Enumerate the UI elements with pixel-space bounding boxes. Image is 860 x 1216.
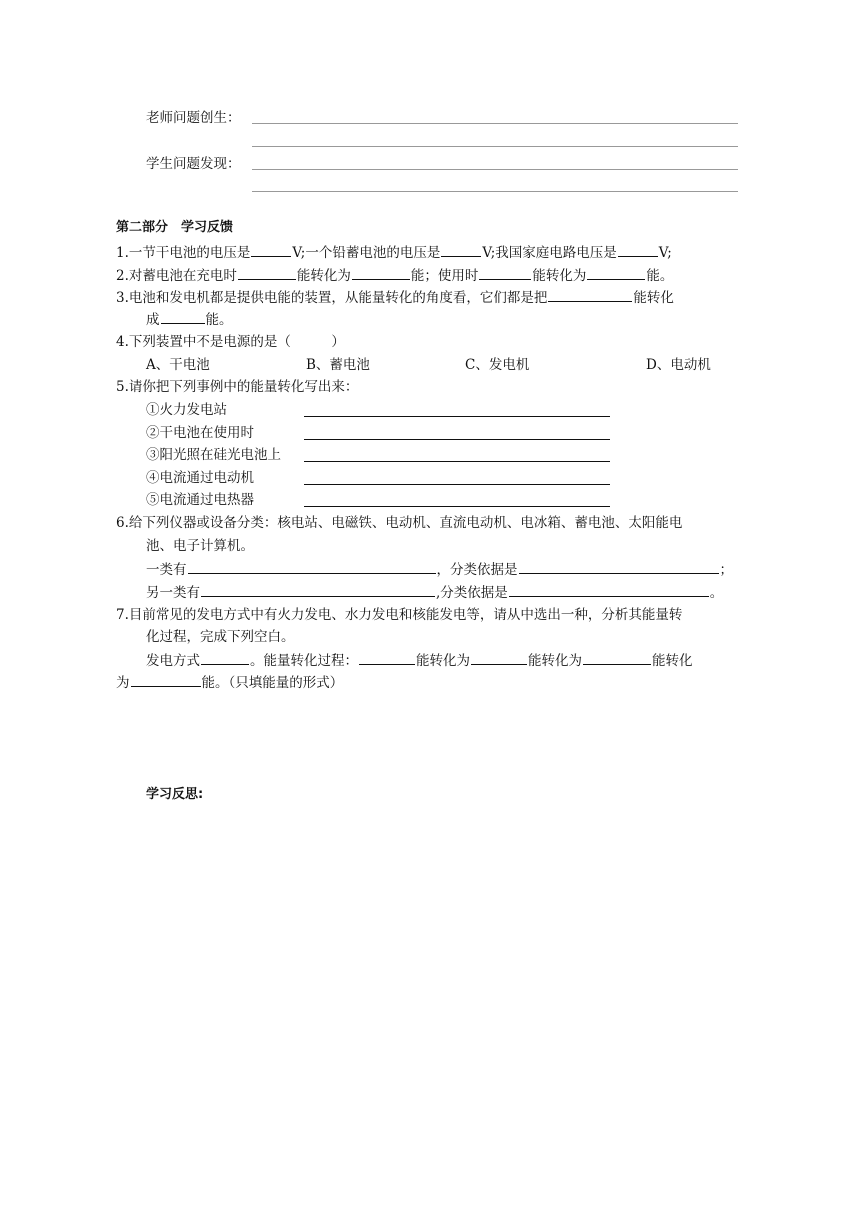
q2-blank-4[interactable] xyxy=(587,265,645,280)
q6-blank-class2[interactable] xyxy=(201,582,435,597)
q3-text-d: 能。 xyxy=(205,312,233,328)
q1-text-d: V; xyxy=(658,245,672,261)
question-2 xyxy=(116,265,673,286)
question-4-stem: 4.下列装置中不是电源的是（ ） xyxy=(116,334,345,350)
q6-blank-basis2[interactable] xyxy=(509,582,709,597)
q5-answer-line-3[interactable] xyxy=(304,461,610,462)
q7-blank-energy-2[interactable] xyxy=(471,650,527,665)
option-b[interactable]: B、蓄电池 xyxy=(306,357,370,373)
option-a[interactable]: A、干电池 xyxy=(146,357,210,373)
q7-blank-energy-3[interactable] xyxy=(583,650,651,665)
q7-method-label: 发电方式 xyxy=(146,653,200,669)
question-3-cont xyxy=(146,309,233,330)
q5-answer-line-4[interactable] xyxy=(304,484,610,485)
teacher-question-label: 老师问题创生： xyxy=(146,110,241,126)
q5-item-3: ③阳光照在硅光电池上 xyxy=(146,447,281,463)
q6-row-2 xyxy=(146,582,723,603)
q1-text-a: 1.一节干电池的电压是 xyxy=(116,245,251,261)
q2-text-d: 能转化为 xyxy=(532,268,587,284)
question-1 xyxy=(116,242,672,263)
q7-line-4 xyxy=(116,672,343,693)
q2-text-b: 能转化为 xyxy=(296,268,351,284)
question-7-line-1: 7.目前常见的发电方式中有火力发电、水力发电和核能发电等，请从中选出一种，分析其能量转 xyxy=(116,607,683,623)
q3-blank-2[interactable] xyxy=(161,309,205,324)
q5-item-4: ④电流通过电动机 xyxy=(146,470,254,486)
question-7-line-2: 化过程，完成下列空白。 xyxy=(146,629,295,645)
question-6-line-1: 6.给下列仪器或设备分类：核电站、电磁铁、电动机、直流电动机、电冰箱、蓄电池、太阳能电 xyxy=(116,515,683,531)
question-6-line-2: 池、电子计算机。 xyxy=(146,538,254,554)
q5-answer-line-2[interactable] xyxy=(304,439,610,440)
q7-convert-2: 能转化为 xyxy=(528,653,582,669)
q5-answer-line-1[interactable] xyxy=(304,416,610,417)
q7-blank-method[interactable] xyxy=(201,650,249,665)
q7-blank-energy-4[interactable] xyxy=(131,672,201,687)
student-answer-line-2[interactable] xyxy=(252,191,738,192)
q7-convert-3: 能转化 xyxy=(652,653,693,669)
q3-blank-1[interactable] xyxy=(548,287,632,302)
q7-line-3 xyxy=(146,650,693,671)
q6-row1-end: ； xyxy=(719,562,733,578)
q6-row2-end: 。 xyxy=(709,585,724,601)
q7-end: 能。（只填能量的形式） xyxy=(201,675,344,691)
question-5-stem: 5.请你把下列事例中的能量转化写出来： xyxy=(116,379,359,395)
q7-convert-1: 能转化为 xyxy=(416,653,470,669)
q6-blank-basis1[interactable] xyxy=(519,559,719,574)
q2-blank-3[interactable] xyxy=(479,265,531,280)
teacher-answer-line-2[interactable] xyxy=(252,146,738,147)
q5-answer-line-5[interactable] xyxy=(304,506,610,507)
option-d[interactable]: D、电动机 xyxy=(646,357,711,373)
q1-text-c: V;我国家庭电路电压是 xyxy=(482,245,617,261)
q5-item-2: ②干电池在使用时 xyxy=(146,425,254,441)
q5-item-5: ⑤电流通过电热器 xyxy=(146,492,254,508)
q1-blank-2[interactable] xyxy=(441,242,481,257)
student-answer-line-1[interactable] xyxy=(252,169,738,170)
q7-blank-energy-1[interactable] xyxy=(359,650,415,665)
learning-reflection-label: 学习反思: xyxy=(146,787,204,802)
part2-heading: 第二部分 学习反馈 xyxy=(116,220,234,235)
q2-blank-2[interactable] xyxy=(352,265,410,280)
q1-text-b: V;一个铅蓄电池的电压是 xyxy=(292,245,441,261)
q6-row-1 xyxy=(146,559,733,580)
q2-blank-1[interactable] xyxy=(238,265,296,280)
q2-text-a: 2.对蓄电池在充电时 xyxy=(116,268,237,284)
q7-process-label: 。能量转化过程： xyxy=(250,653,358,669)
q3-text-b: 能转化 xyxy=(633,290,674,306)
q6-row1-label: 一类有 xyxy=(146,562,187,578)
q3-text-c: 成 xyxy=(146,312,160,328)
q1-blank-1[interactable] xyxy=(251,242,291,257)
q6-row2-basis-label: ,分类依据是 xyxy=(436,585,508,601)
q6-row2-label: 另一类有 xyxy=(146,585,200,601)
teacher-answer-line-1[interactable] xyxy=(252,123,738,124)
q5-item-1: ①火力发电站 xyxy=(146,402,227,418)
q2-text-c: 能；使用时 xyxy=(410,268,479,284)
option-c[interactable]: C、发电机 xyxy=(465,357,530,373)
q6-blank-class1[interactable] xyxy=(188,559,436,574)
q1-blank-3[interactable] xyxy=(618,242,658,257)
q6-row1-basis-label: ，分类依据是 xyxy=(436,562,518,578)
student-question-label: 学生问题发现： xyxy=(146,156,241,172)
q3-text-a: 3.电池和发电机都是提供电能的装置，从能量转化的角度看，它们都是把 xyxy=(116,290,548,306)
q7-wei: 为 xyxy=(116,675,130,691)
question-3 xyxy=(116,287,674,308)
q2-text-e: 能。 xyxy=(646,268,674,284)
